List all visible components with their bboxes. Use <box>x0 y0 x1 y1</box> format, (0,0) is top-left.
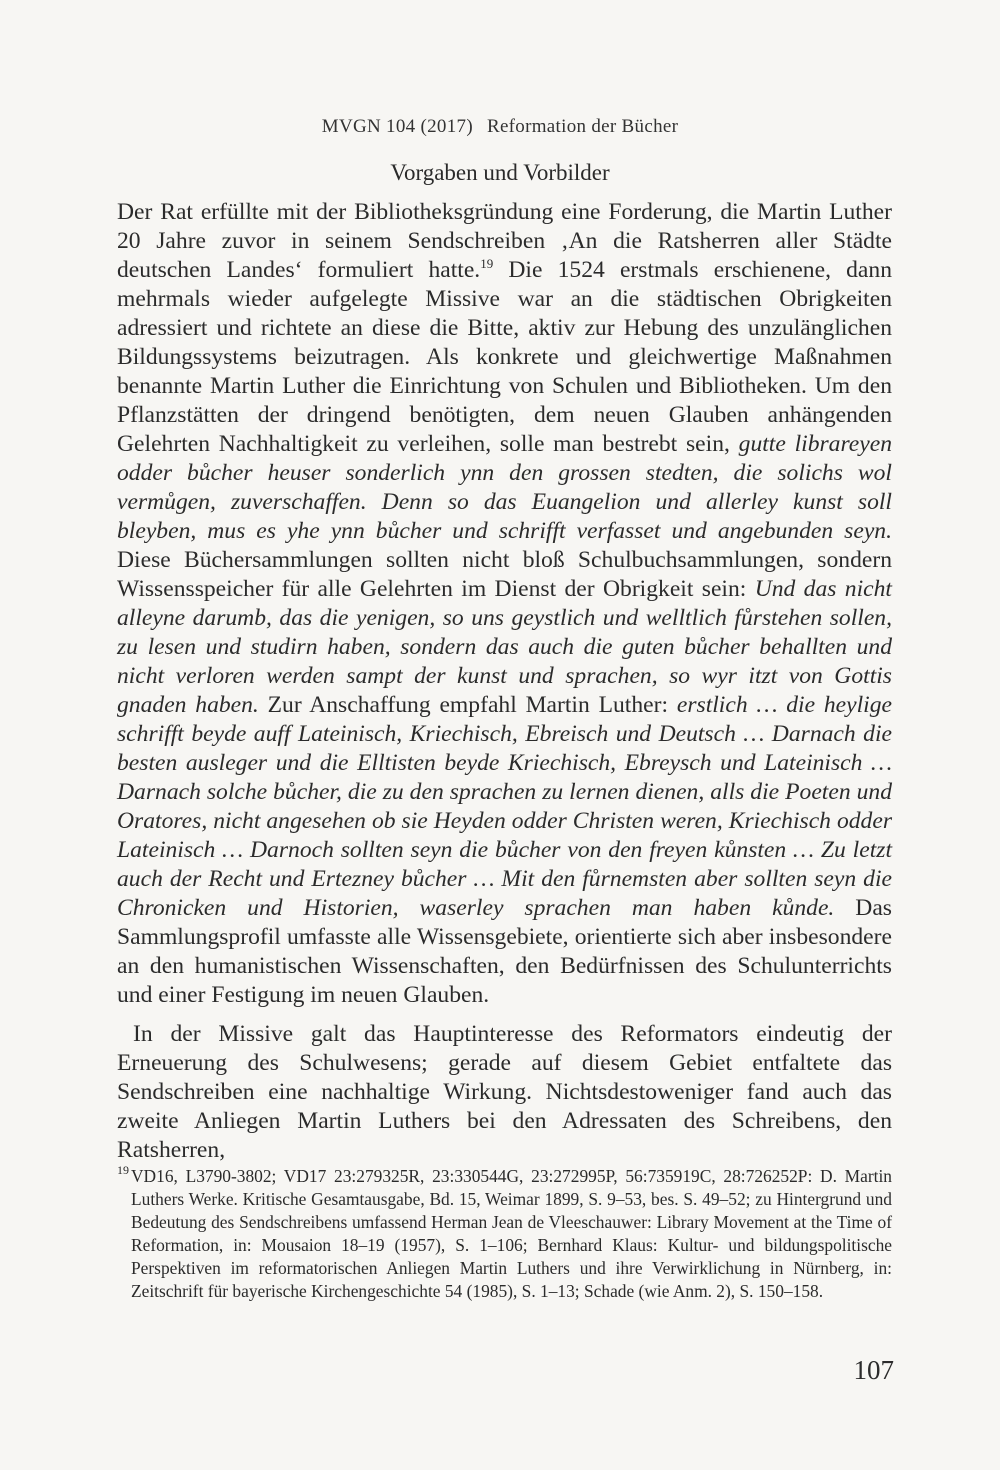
footnote-number: 19 <box>117 1163 129 1177</box>
luther-quote: erstlich … die heylige schrifft beyde auff Lateinisch, Kriechisch, Ebreisch und Deutsch … Darnach die besten ausleger und die Elltisten beyde Kriechisch, Ebreysch und Lateinisch … Darnach solche bůcher, die zu den sprachen zu lernen dienen, alls die Poeten und Oratores, nicht angesehen ob sie Heyden odder Christen weren, Kriechisch odder Lateinisch … Darnoch sollten seyn die bůcher von den freyen kůnsten … Zu letzt auch der Recht und Ertezney bůcher … Mit den fůrnemsten aber sollten seyn die Chronicken und Historien, waserley sprachen man haben kůnde. <box>117 692 892 921</box>
running-head <box>0 116 1000 138</box>
paragraph-1 <box>117 198 892 1010</box>
paragraph-2: In der Missive galt das Hauptinteresse des Reformators eindeutig der Erneuerung des Schulwesens; gerade auf diesem Gebiet entfaltete das Sendschreiben eine nachhaltige Wirkung. Nichtsdestoweniger fand auch das zweite Anliegen Martin Luthers bei den Adressaten des Schreibens, den Ratsherren, <box>117 1021 892 1163</box>
body-text <box>117 198 892 1165</box>
journal-citation: MVGN 104 (2017) <box>321 116 473 137</box>
footnote <box>117 1165 892 1303</box>
article-title: Reformation der Bücher <box>486 116 679 137</box>
paragraph-1-text: Zur Anschaffung empfahl Martin Luther: <box>258 692 677 718</box>
luther-quote: Und das nicht alleyne darumb, das die yenigen, so uns geystlich und welltlich fůrstehen sollen, zu lesen und studirn haben, sondern das auch die guten bůcher behallten und nicht verloren werden sampt der kunst und sprachen, so wyr itzt von Gottis gnaden haben. <box>117 576 892 718</box>
paragraph-1-text: Das Sammlungsprofil umfasste alle Wissensgebiete, orientierte sich aber insbesondere an den humanistischen Wissenschaften, den Bedürfnissen des Schulunterrichts und einer Festigung im neuen Glauben. <box>117 895 892 1008</box>
page-number: 107 <box>853 1355 894 1385</box>
section-title: Vorgaben und Vorbilder <box>390 160 610 185</box>
footnote-reference[interactable]: 19 <box>480 256 494 272</box>
paragraph-1-text: Der Rat erfüllte mit der Bibliotheksgründung eine Forderung, die Martin Luther 20 Jahre zuvor in seinem Sendschreiben ‚An die Ratsherren aller Städte deutschen Landes‘ formuliert hatte. <box>117 199 892 283</box>
paragraph-1-text: Die 1524 erstmals erschienene, dann mehrmals wieder aufgelegte Missive war an die städtischen Obrigkeiten adressiert und richtete an diese die Bitte, aktiv zur Hebung des unzulänglichen Bildungssystems beizutragen. Als konkrete und gleichwertige Maßnahmen benannte Martin Luther die Einrichtung von Schulen und Bibliotheken. Um den Pflanzstätten der dringend benötigten, dem neuen Glauben anhängenden Gelehrten Nachhaltigkeit zu verleihen, solle man bestrebt sein, <box>117 257 892 457</box>
luther-quote: gutte librareyen odder bůcher heuser sonderlich ynn den grossen stedten, die solichs wol vermůgen, zuverschaffen. Denn so das Euangelion und allerley kunst soll bleyben, mus es yhe ynn bůcher und schrifft verfasset und angebunden seyn. <box>117 431 892 544</box>
footnote-text: VD16, L3790-3802; VD17 23:279325R, 23:330544G, 23:272995P, 56:735919C, 28:726252P: D. Martin Luthers Werke. Kritische Gesamtausgabe, Bd. 15, Weimar 1899, S. 9–53, bes. S. 49–52; zu Hintergrund und Bedeutung des Sendschreibens umfassend Herman Jean de Vleeschauwer: Library Movement at the Time of Reformation, in: Mousaion 18–19 (1957), S. 1–106; Bernhard Klaus: Kultur- und bildungspolitische Perspektiven im reformatorischen Anliegen Martin Luthers und ihre Verwirklichung in Nürnberg, in: Zeitschrift für bayerische Kirchengeschichte 54 (1985), S. 1–13; Schade (wie Anm. 2), S. 150–158. <box>131 1166 892 1301</box>
paragraph-1-text: Diese Büchersammlungen sollten nicht bloß Schulbuchsammlungen, sondern Wissensspeicher für alle Gelehrten im Dienst der Obrigkeit sein: <box>117 547 892 602</box>
